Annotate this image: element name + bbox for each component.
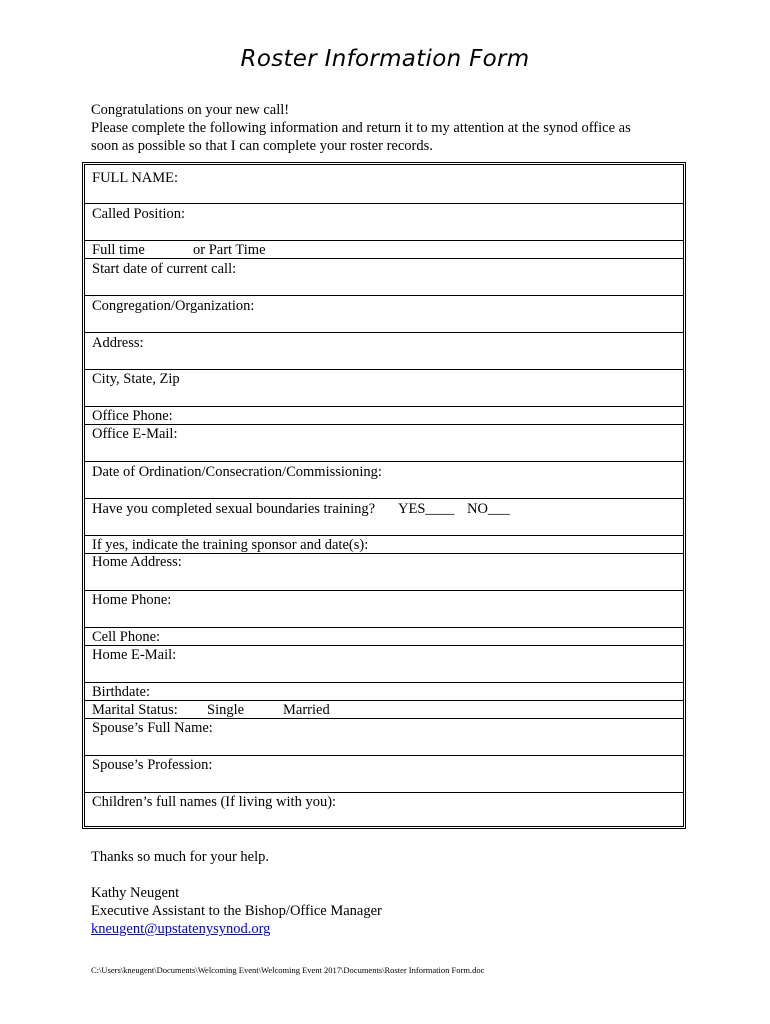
row-cell-phone[interactable] — [85, 627, 683, 646]
intro-line: Please complete the following information and return it to my attention at the synod office as — [91, 120, 631, 136]
intro-line: Congratulations on your new call! — [91, 102, 290, 118]
row-spouse-profession[interactable] — [85, 755, 683, 793]
cell-phone-label: Cell Phone: — [92, 629, 161, 645]
yes-option[interactable]: YES____ — [398, 501, 455, 517]
birthdate-label: Birthdate: — [92, 684, 150, 700]
intro-line: soon as possible so that I can complete your roster records. — [91, 138, 433, 154]
spouse-name-label: Spouse’s Full Name: — [92, 720, 213, 736]
children-label: Children’s full names (If living with you): — [92, 794, 337, 810]
row-congregation[interactable] — [85, 295, 683, 333]
row-office-phone[interactable] — [85, 406, 683, 425]
intro-paragraph — [91, 101, 691, 155]
signer-name: Kathy Neugent — [91, 885, 180, 901]
row-spouse-name[interactable] — [85, 718, 683, 756]
page-title: Roster Information Form — [240, 46, 530, 72]
home-address-label: Home Address: — [92, 554, 182, 570]
row-city-state-zip[interactable] — [85, 369, 683, 407]
row-home-phone[interactable] — [85, 590, 683, 628]
row-marital-status[interactable] — [85, 700, 683, 719]
no-option[interactable]: NO___ — [467, 501, 510, 517]
start-date-label: Start date of current call: — [92, 261, 237, 277]
roster-form-table — [82, 162, 686, 829]
congregation-label: Congregation/Organization: — [92, 298, 255, 314]
full-time-label: Full time — [92, 242, 145, 258]
home-email-label: Home E-Mail: — [92, 647, 177, 663]
address-label: Address: — [92, 335, 144, 351]
office-phone-label: Office Phone: — [92, 408, 173, 424]
office-email-label: Office E-Mail: — [92, 426, 178, 442]
spouse-profession-label: Spouse’s Profession: — [92, 757, 213, 773]
row-birthdate[interactable] — [85, 682, 683, 701]
row-children[interactable] — [85, 792, 683, 826]
email-link-wrapper — [91, 920, 270, 938]
ordination-date-label: Date of Ordination/Consecration/Commissioning: — [92, 464, 382, 480]
training-sponsor-label: If yes, indicate the training sponsor and date(s): — [92, 537, 369, 553]
row-office-email[interactable] — [85, 424, 683, 462]
single-option[interactable]: Single — [207, 702, 245, 718]
boundaries-question-label: Have you completed sexual boundaries training? — [92, 501, 376, 517]
city-state-zip-label: City, State, Zip — [92, 371, 180, 387]
marital-status-label: Marital Status: — [92, 702, 178, 718]
row-home-email[interactable] — [85, 645, 683, 683]
row-full-name[interactable] — [85, 165, 683, 204]
full-name-label: FULL NAME: — [92, 170, 179, 186]
married-option[interactable]: Married — [283, 702, 330, 718]
called-position-label: Called Position: — [92, 206, 186, 222]
email-link[interactable]: kneugent@upstatenysynod.org — [91, 921, 271, 937]
part-time-label: or Part Time — [193, 242, 266, 258]
thanks-text: Thanks so much for your help. — [91, 849, 269, 865]
row-home-address[interactable] — [85, 553, 683, 591]
signer-role: Executive Assistant to the Bishop/Office Manager — [91, 903, 382, 919]
row-ordination-date[interactable] — [85, 461, 683, 499]
row-address[interactable] — [85, 332, 683, 370]
row-boundaries-training[interactable] — [85, 498, 683, 536]
file-path-footer: C:\Users\kneugent\Documents\Welcoming Event\Welcoming Event 2017\Documents\Roster Information Form.doc — [91, 965, 485, 975]
row-start-date[interactable] — [85, 258, 683, 296]
row-employment-type[interactable] — [85, 240, 683, 259]
row-training-sponsor[interactable] — [85, 535, 683, 554]
home-phone-label: Home Phone: — [92, 592, 172, 608]
row-called-position[interactable] — [85, 203, 683, 241]
